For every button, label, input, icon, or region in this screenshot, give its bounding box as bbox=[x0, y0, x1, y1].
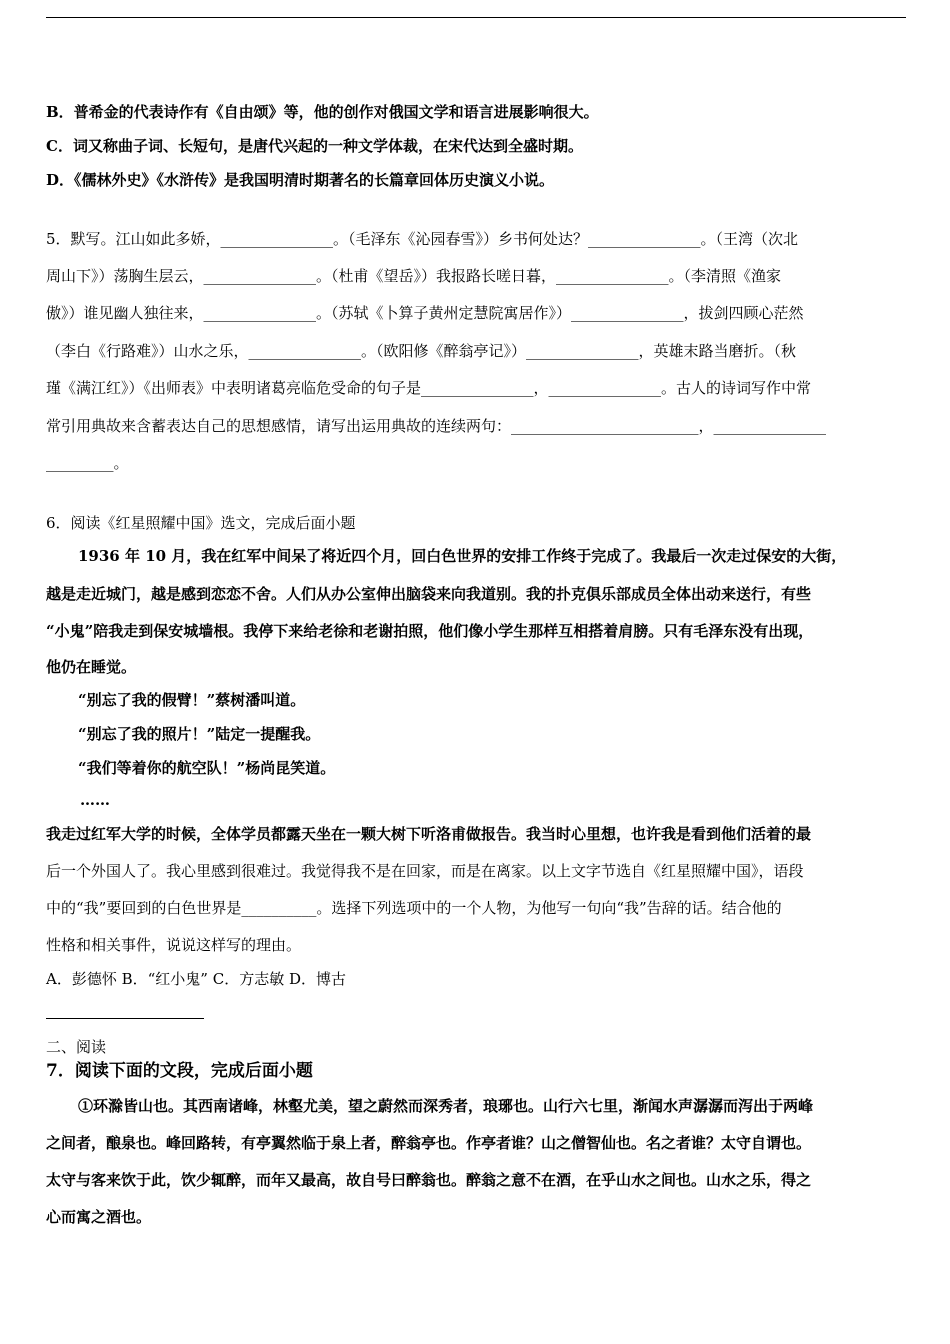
q6-end-line-2: 后一个外国人了。我心里感到很难过。我觉得我不是在回家，而是在离家。以上文字节选自《红星照耀中国》，语段 bbox=[46, 862, 804, 880]
top-divider bbox=[46, 17, 906, 18]
q7-title: 7．阅读下面的文段，完成后面小题 bbox=[46, 1061, 313, 1081]
q5-line-6: 常引用典故来含蓄表达自己的思想感情，请写出运用典故的连续两句：_________________________，_______________ bbox=[46, 417, 827, 435]
q6-end-line-1: 我走过红军大学的时候，全体学员都露天坐在一颗大树下听洛甫做报告。我当时心里想，也许我是看到他们活着的最 bbox=[46, 825, 812, 843]
section-heading: 二、阅读 bbox=[46, 1038, 107, 1056]
q5-line-5: 瑾《满江红》）《出师表》中表明诸葛亮临危受命的句子是_______________，_______________。古人的诗词写作中常 bbox=[46, 379, 812, 397]
q5-line-4: （李白《行路难》）山水之乐，_______________。（欧阳修《醉翁亭记》）_______________，英雄末路当磨折。（秋 bbox=[46, 342, 797, 360]
section-divider bbox=[46, 1018, 204, 1019]
q6-end-line-4: 性格和相关事件，说说这样写的理由。 bbox=[46, 936, 302, 954]
option-b: B．普希金的代表诗作有《自由颂》等，他的创作对俄国文学和语言进展影响很大。 bbox=[46, 103, 599, 121]
q7-para-line-3: 太守与客来饮于此，饮少辄醉，而年又最高，故自号曰醉翁也。醉翁之意不在酒，在乎山水之间也。山水之乐，得之 bbox=[46, 1171, 812, 1189]
q6-ellipsis: …… bbox=[80, 791, 110, 809]
q6-quote-3: “我们等着你的航空队！”杨尚昆笑道。 bbox=[78, 759, 336, 777]
q5-line-2: 周山下》）荡胸生层云，_______________。（杜甫《望岳》）我报路长嗟日暮，_______________。（李清照《渔家 bbox=[46, 267, 782, 285]
q6-quote-1: “别忘了我的假臂！”蔡树潘叫道。 bbox=[78, 691, 306, 709]
q6-para-line-1: 1936 年 10 月，我在红军中间呆了将近四个月，回白色世界的安排工作终于完成了。我最后一次走过保安的大街， bbox=[78, 547, 847, 565]
q6-title: 6．阅读《红星照耀中国》选文，完成后面小题 bbox=[46, 514, 356, 532]
q7-para-line-2: 之间者，酿泉也。峰回路转，有亭翼然临于泉上者，醉翁亭也。作亭者谁？山之僧智仙也。名之者谁？太守自谓也。 bbox=[46, 1134, 812, 1152]
q6-options: A．彭德怀 B．“红小鬼” C．方志敏 D．博古 bbox=[46, 970, 347, 988]
q6-end-line-3: 中的“我”要回到的白色世界是__________。选择下列选项中的一个人物，为他写一句向“我”告辞的话。结合他的 bbox=[46, 899, 782, 917]
q5-line-1: 5．默写。江山如此多娇，_______________。（毛泽东《沁园春雪》）乡书何处达？_______________。（王湾（次北 bbox=[46, 230, 799, 248]
q6-para-line-3: “小鬼”陪我走到保安城墙根。我停下来给老徐和老谢拍照，他们像小学生那样互相搭着肩膀。只有毛泽东没有出现， bbox=[46, 622, 814, 640]
q7-para-line-1: ①环滁皆山也。其西南诸峰，林壑尤美，望之蔚然而深秀者，琅琊也。山行六七里，渐闻水声潺潺而泻出于两峰 bbox=[78, 1097, 814, 1115]
option-d: D．《儒林外史》《水浒传》是我国明清时期著名的长篇章回体历史演义小说。 bbox=[46, 171, 555, 189]
q5-line-7: _________。 bbox=[46, 454, 129, 472]
option-c: C．词又称曲子词、长短句，是唐代兴起的一种文学体裁，在宋代达到全盛时期。 bbox=[46, 137, 583, 155]
q6-para-line-2: 越是走近城门，越是感到恋恋不舍。人们从办公室伸出脑袋来向我道别。我的扑克俱乐部成员全体出动来送行，有些 bbox=[46, 585, 812, 603]
q5-line-3: 傲》）谁见幽人独往来，_______________。（苏轼《卜算子黄州定慧院寓居作》）_______________，拔剑四顾心茫然 bbox=[46, 304, 804, 322]
q7-para-line-4: 心而寓之酒也。 bbox=[46, 1208, 152, 1226]
q6-para-line-4: 他仍在睡觉。 bbox=[46, 658, 137, 676]
q6-quote-2: “别忘了我的照片！”陆定一提醒我。 bbox=[78, 725, 321, 743]
